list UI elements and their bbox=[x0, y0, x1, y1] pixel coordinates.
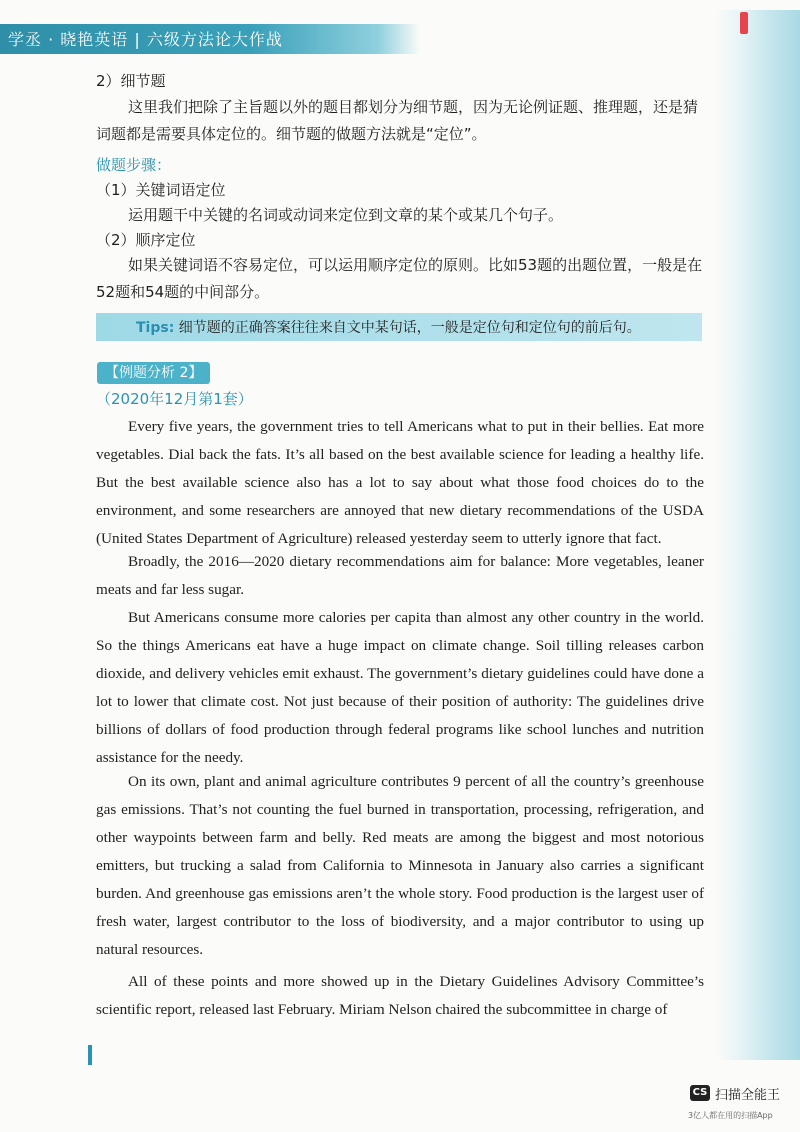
passage-paragraph-1: Every five years, the government tries to tell Americans what to put in their bellies. Eat more vegetables. Dial back the fats. It’s all based on the best available science for leading a healthy life. But the best available science also has a lot to say about what those food choices do to the environment, and some researchers are annoyed that new dietary recommendations of the USDA (United States Department of Agriculture) released yesterday seem to utterly ignore that fact. bbox=[96, 418, 704, 547]
tips-text: 细节题的正确答案往往来自文中某句话，一般是定位句和定位句的前后句。 bbox=[178, 320, 641, 336]
passage-paragraph-4: On its own, plant and animal agriculture contributes 9 percent of all the country’s greenhouse gas emissions. That’s not counting the fuel burned in transportation, processing, refrigeration, and other waypoints between farm and belly. Red meats are among the biggest and most notorious emitters, but trucking a salad from California to Minnesota in January also carries a significant burden. And greenhouse gas emissions aren’t the whole story. Food production is the largest user of fresh water, largest contributor to the loss of biodiversity, and a major contributor to using up natural resources. bbox=[96, 773, 704, 958]
step1-text: 运用题干中关键的名词或动词来定位到文章的某个或某几个句子。 bbox=[128, 206, 564, 224]
camscanner-name: 扫描全能王 bbox=[715, 1088, 781, 1103]
camscanner-slogan: 3亿人都在用的扫描App bbox=[688, 1111, 773, 1120]
step2-text: 如果关键词语不容易定位，可以运用顺序定位的原则。比如53题的出题位置，一般是在52题和54题的中间部分。 bbox=[96, 256, 703, 301]
tips-box bbox=[96, 313, 702, 341]
camscanner-logo-icon: CS bbox=[690, 1085, 710, 1101]
page-header-banner bbox=[0, 24, 420, 54]
section-intro: 这里我们把除了主旨题以外的题目都划分为细节题，因为无论例证题、推理题，还是猜词题都是需要具体定位的。细节题的做题方法就是“定位”。 bbox=[96, 98, 699, 143]
passage-paragraph-5: All of these points and more showed up in the Dietary Guidelines Advisory Committee’s scientific report, released last February. Miriam Nelson chaired the subcommittee in charge of bbox=[96, 973, 704, 1018]
example-source: （2020年12月第1套） bbox=[96, 390, 253, 408]
passage-paragraph-2: Broadly, the 2016—2020 dietary recommendations aim for balance: More vegetables, leaner meats and far less sugar. bbox=[96, 553, 704, 598]
page-tab-marker bbox=[740, 12, 748, 34]
steps-label: 做题步骤： bbox=[96, 156, 172, 174]
tips-line bbox=[136, 317, 641, 337]
right-edge-tint bbox=[716, 10, 800, 1060]
margin-mark bbox=[88, 1045, 92, 1065]
passage-paragraph-3: But Americans consume more calories per capita than almost any other country in the world. So the things Americans eat have a huge impact on climate change. Soil tilling releases carbon dioxide, and delivery vehicles emit exhaust. The government’s dietary guidelines could have done a lot to lower that climate cost. Not just because of their position of authority: The guidelines drive billions of dollars of food production through federal programs like school lunches and nutrition assistance for the needy. bbox=[96, 609, 704, 766]
example-tag: 【例题分析 2】 bbox=[97, 362, 210, 384]
step1-title: （1）关键词语定位 bbox=[96, 181, 226, 199]
section-heading: 2）细节题 bbox=[96, 72, 166, 90]
header-title: 学丞 · 晓艳英语 | 六级方法论大作战 bbox=[8, 30, 283, 49]
tips-label: Tips: bbox=[136, 320, 175, 336]
step2-title: （2）顺序定位 bbox=[96, 231, 196, 249]
